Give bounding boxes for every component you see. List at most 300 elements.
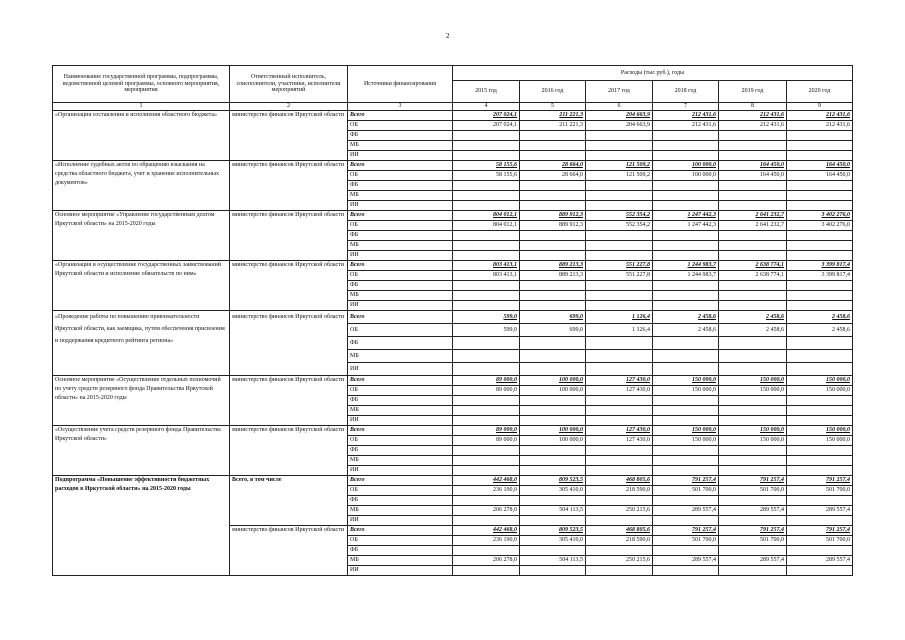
column-index: 4 [453,103,520,111]
expense-value [520,251,586,261]
expense-value: 1 247 442,3 [653,211,719,221]
funding-source: ОБ [348,271,453,281]
expense-value: 504 113,5 [520,556,586,566]
executor: министерство финансов Иркутской области [230,211,348,261]
expense-value [787,291,853,301]
expense-value: 206 278,0 [453,556,520,566]
expense-value: 127 430,0 [586,386,653,396]
expense-value [787,496,853,506]
expense-value [787,181,853,191]
funding-source: ФБ [348,446,453,456]
executor: министерство финансов Иркутской области [230,261,348,311]
expense-value [653,350,719,363]
expense-value: 150 000,0 [653,386,719,396]
funding-source: МБ [348,291,453,301]
expense-value [520,456,586,466]
funding-source: ФБ [348,546,453,556]
expense-value: 150 000,0 [719,386,787,396]
expense-value [787,281,853,291]
expense-value: 150 000,0 [787,436,853,446]
expense-value: 236 190,0 [453,536,520,546]
executor: министерство финансов Иркутской области [230,376,348,426]
funding-source: МБ [348,141,453,151]
expense-value [787,231,853,241]
table-body [53,111,853,576]
expense-value [520,281,586,291]
expense-value [653,496,719,506]
expense-value: 305 410,0 [520,536,586,546]
expense-value [453,281,520,291]
expense-value [520,396,586,406]
expense-value [520,337,586,350]
expense-value [653,241,719,251]
expense-value [787,363,853,376]
expense-value [586,281,653,291]
funding-source: Всего [348,476,453,486]
expense-value [453,251,520,261]
measure-name: Основное мероприятие «Осуществление отдельных полномочий по учету средств резервного фонда Правительства Иркутской области» на 2015-2020 годы [53,376,230,426]
expense-value [586,151,653,161]
expense-value: 2 641 232,7 [719,221,787,231]
expense-value [719,191,787,201]
expense-value [653,301,719,311]
page-number: 2 [446,32,450,40]
expense-value: 501 700,0 [653,486,719,496]
expense-value [653,466,719,476]
expense-value [520,350,586,363]
expense-value: 212 431,6 [719,111,787,121]
expense-value: 164 450,0 [787,161,853,171]
expense-value: 58 155,6 [453,161,520,171]
expense-value [586,131,653,141]
funding-source: ИИ [348,363,453,376]
funding-source: ОБ [348,324,453,337]
expense-value: 206 278,0 [453,506,520,516]
expense-value: 150 000,0 [653,426,719,436]
measure-name: Подпрограмма «Повышение эффективности бюджетных расходов в Иркутской области» на 2015-2020 годы [53,476,230,576]
expense-value: 58 155,6 [453,171,520,181]
expense-value [453,131,520,141]
expense-value [453,456,520,466]
expense-value [520,566,586,576]
column-index: 3 [348,103,453,111]
expense-value [719,406,787,416]
expense-value: 212 431,6 [787,111,853,121]
expense-value: 89 000,0 [453,426,520,436]
expense-value [653,131,719,141]
expense-value [719,151,787,161]
funding-source: МБ [348,506,453,516]
executor: министерство финансов Иркутской области [230,311,348,376]
expense-value [653,151,719,161]
expense-value [719,446,787,456]
funding-source: Всего [348,311,453,324]
header-year: 2015 год [453,81,520,103]
expense-value [653,406,719,416]
expense-value: 2 638 774,1 [719,261,787,271]
expense-value [787,446,853,456]
expense-value: 501 700,0 [787,486,853,496]
header-year: 2019 год [719,81,787,103]
expense-value [719,496,787,506]
expense-value [787,416,853,426]
expense-value: 150 000,0 [653,436,719,446]
expense-value [586,231,653,241]
expense-value: 127 430,0 [586,376,653,386]
expense-value: 791 257,4 [719,526,787,536]
expense-value [719,466,787,476]
expense-value: 127 430,0 [586,426,653,436]
table-row [53,311,853,324]
expense-value: 207 024,1 [453,111,520,121]
expense-value [520,181,586,191]
header-expenses: Расходы (тыс руб.), годы [453,66,853,81]
expense-value [520,406,586,416]
funding-source: ФБ [348,337,453,350]
expense-value: 1 244 983,7 [653,261,719,271]
measure-name: «Осуществление учета средств резервного фонда Правительства Иркутской области» [53,426,230,476]
expense-value: 699,0 [520,324,586,337]
funding-source: ОБ [348,436,453,446]
expense-value [520,496,586,506]
expense-value [719,363,787,376]
expense-value: 803 413,1 [453,271,520,281]
header-name: Наименование государственной программы, подпрограммы, ведомственной целевой программы, основного мероприятия, мероприятия [53,66,230,103]
expense-value [653,181,719,191]
expense-value [719,516,787,526]
funding-source: МБ [348,350,453,363]
expense-value: 791 257,4 [787,526,853,536]
expense-value [586,241,653,251]
expense-value [586,396,653,406]
expense-value: 501 700,0 [719,536,787,546]
expense-value [453,151,520,161]
expense-value: 100 000,0 [653,161,719,171]
expense-value [453,396,520,406]
expense-value: 804 012,1 [453,221,520,231]
expense-value: 889 912,3 [520,211,586,221]
expense-value [719,291,787,301]
expense-value [586,466,653,476]
expense-value: 442 468,0 [453,476,520,486]
expense-value: 150 000,0 [787,386,853,396]
expense-value [586,291,653,301]
expense-value [719,131,787,141]
expense-value: 501 700,0 [653,536,719,546]
expense-value [586,251,653,261]
expense-value [787,191,853,201]
expense-value [453,516,520,526]
expense-value: 305 410,0 [520,486,586,496]
expense-value: 212 431,6 [719,121,787,131]
expense-value [586,181,653,191]
expense-value [453,446,520,456]
expense-value [653,416,719,426]
funding-source: ФБ [348,131,453,141]
expense-value: 218 590,0 [586,486,653,496]
funding-source: ОБ [348,386,453,396]
expense-value: 100 000,0 [520,376,586,386]
expense-value [787,350,853,363]
expense-value [520,241,586,251]
expense-value [520,141,586,151]
expense-value: 121 509,2 [586,161,653,171]
expense-value [653,231,719,241]
expense-value [586,201,653,211]
expense-value [719,181,787,191]
funding-source: ФБ [348,281,453,291]
funding-source: ФБ [348,181,453,191]
expense-value: 551 227,8 [586,261,653,271]
expense-value [453,231,520,241]
funding-source: ИИ [348,201,453,211]
expense-value [653,566,719,576]
expense-value [586,566,653,576]
expense-value: 89 000,0 [453,386,520,396]
expense-value: 552 354,2 [586,221,653,231]
expense-value: 150 000,0 [719,426,787,436]
expense-value: 289 557,4 [653,556,719,566]
expense-value [453,291,520,301]
expense-value [787,201,853,211]
expense-value [586,350,653,363]
measure-name: «Организация и осуществление государственных заимствований Иркутской области и исполнение обязательств по ним» [53,261,230,311]
measure-name: «Исполнение судебных актов по обращению взыскания на средства областного бюджета, учет и хранение исполнительных документов» [53,161,230,211]
expense-value: 289 557,4 [653,506,719,516]
expense-value: 28 664,0 [520,161,586,171]
expense-value [787,301,853,311]
expense-value [719,337,787,350]
expense-value [787,131,853,141]
expense-value [586,446,653,456]
expense-value [520,301,586,311]
expense-value [586,516,653,526]
funding-source: Всего [348,111,453,121]
expense-value: 289 557,4 [719,506,787,516]
table-row [53,211,853,221]
table-row [53,426,853,436]
expense-value: 150 000,0 [653,376,719,386]
expense-value [520,231,586,241]
expense-value: 212 431,6 [653,121,719,131]
funding-source: ИИ [348,301,453,311]
measure-name: Основное мероприятие «Управление государственным долгом Иркутской области» на 2015-2020 годы [53,211,230,261]
expense-value: 211 221,3 [520,111,586,121]
expense-value: 211 221,3 [520,121,586,131]
header-year: 2018 год [653,81,719,103]
expense-value: 164 450,0 [787,171,853,181]
expense-value: 2 458,6 [787,311,853,324]
expense-value: 236 190,0 [453,486,520,496]
expense-value: 164 450,0 [719,171,787,181]
header-year: 2020 год [787,81,853,103]
funding-source: МБ [348,241,453,251]
expense-value: 250 215,6 [586,506,653,516]
expense-value: 1 126,4 [586,311,653,324]
table-row [53,161,853,171]
funding-source: Всего [348,526,453,536]
expense-value [453,406,520,416]
expense-value: 3 402 276,0 [787,221,853,231]
expenses-table [52,65,853,576]
expense-value: 100 000,0 [653,171,719,181]
expense-value [586,337,653,350]
expense-value: 2 641 232,7 [719,211,787,221]
expense-value [520,466,586,476]
expense-value [787,396,853,406]
expense-value [787,141,853,151]
expense-value [453,201,520,211]
expense-value: 127 430,0 [586,436,653,446]
expense-value [719,241,787,251]
table-row [53,476,853,486]
funding-source: ИИ [348,566,453,576]
funding-source: МБ [348,456,453,466]
expense-value: 468 805,6 [586,526,653,536]
expense-value [453,350,520,363]
expense-value [719,456,787,466]
expense-value: 501 700,0 [719,486,787,496]
expense-value [453,301,520,311]
expense-value [586,191,653,201]
expense-value: 2 638 774,1 [719,271,787,281]
funding-source: ИИ [348,416,453,426]
expense-value [787,456,853,466]
expense-value: 207 024,1 [453,121,520,131]
expense-value: 468 805,6 [586,476,653,486]
expense-value [453,546,520,556]
funding-source: ОБ [348,536,453,546]
expense-value: 164 450,0 [719,161,787,171]
funding-source: ИИ [348,466,453,476]
expense-value: 289 557,4 [787,556,853,566]
expense-value [653,291,719,301]
expense-value [520,131,586,141]
expense-value: 889 213,3 [520,261,586,271]
expense-value: 889 213,3 [520,271,586,281]
funding-source: ИИ [348,251,453,261]
expense-value: 791 257,4 [787,476,853,486]
expense-value: 150 000,0 [719,436,787,446]
expense-value: 150 000,0 [787,376,853,386]
header-source: Источники финансирования [348,66,453,103]
expense-value: 803 413,1 [453,261,520,271]
measure-name: «Проведение работы по повышению привлекательности Иркутской области, как заемщика, путем обеспечения присвоения и поддержания кредитного рейтинга региона» [53,311,230,376]
expense-value [586,456,653,466]
expense-value [719,301,787,311]
expense-value: 442 468,0 [453,526,520,536]
expense-value: 809 523,5 [520,476,586,486]
expense-value [653,396,719,406]
expense-value [453,191,520,201]
table-row [53,261,853,271]
expense-value: 2 458,6 [787,324,853,337]
column-index: 1 [53,103,230,111]
table-row [53,376,853,386]
expense-value [719,281,787,291]
expense-value [719,546,787,556]
expense-value [520,151,586,161]
expense-value [653,191,719,201]
table-row [53,111,853,121]
expense-value: 204 663,9 [586,111,653,121]
funding-source: ОБ [348,221,453,231]
funding-source: ОБ [348,121,453,131]
funding-source: Всего [348,211,453,221]
expense-value [653,363,719,376]
funding-source: МБ [348,191,453,201]
funding-source: ОБ [348,171,453,181]
expense-value [586,363,653,376]
funding-source: ФБ [348,496,453,506]
expense-value [453,363,520,376]
executor: министерство финансов Иркутской области [230,111,348,161]
executor: министерство финансов Иркутской области [230,526,348,576]
funding-source: ФБ [348,396,453,406]
expense-value: 3 402 276,0 [787,211,853,221]
expense-value [586,496,653,506]
executor: министерство финансов Иркутской области [230,426,348,476]
expense-value [653,141,719,151]
column-index: 8 [719,103,787,111]
expense-value [787,337,853,350]
funding-source: МБ [348,406,453,416]
expense-value: 699,0 [520,311,586,324]
column-index: 7 [653,103,719,111]
column-index: 9 [787,103,853,111]
expense-value: 289 557,4 [787,506,853,516]
expense-value [586,301,653,311]
expense-value [653,446,719,456]
expense-value: 89 000,0 [453,376,520,386]
expense-value [787,151,853,161]
expense-value: 1 126,4 [586,324,653,337]
expense-value [719,201,787,211]
expense-value: 212 431,6 [787,121,853,131]
header-year: 2016 год [520,81,586,103]
funding-source: Всего [348,426,453,436]
expense-value [520,363,586,376]
expense-value [586,546,653,556]
expense-value: 2 458,6 [653,311,719,324]
column-index: 6 [586,103,653,111]
expense-value [520,416,586,426]
expense-value: 1 247 442,3 [653,221,719,231]
funding-source: ИИ [348,516,453,526]
expense-value: 791 257,4 [719,476,787,486]
expense-value [520,546,586,556]
expense-value [520,201,586,211]
expense-value: 1 244 983,7 [653,271,719,281]
expense-value: 100 000,0 [520,426,586,436]
funding-source: Всего [348,376,453,386]
expense-value: 599,0 [453,324,520,337]
expense-value: 150 000,0 [787,426,853,436]
expense-value [787,546,853,556]
expense-value [453,466,520,476]
column-index-row [53,103,853,111]
expense-value [787,516,853,526]
expense-value: 804 012,1 [453,211,520,221]
expense-value [653,281,719,291]
header-executor: Ответственный исполнитель, соисполнители, участники, исполнители мероприятий [230,66,348,103]
expense-value [787,406,853,416]
expense-value [586,141,653,151]
expense-value: 3 399 817,4 [787,271,853,281]
expense-value [719,396,787,406]
expense-value [453,241,520,251]
expense-value [586,406,653,416]
